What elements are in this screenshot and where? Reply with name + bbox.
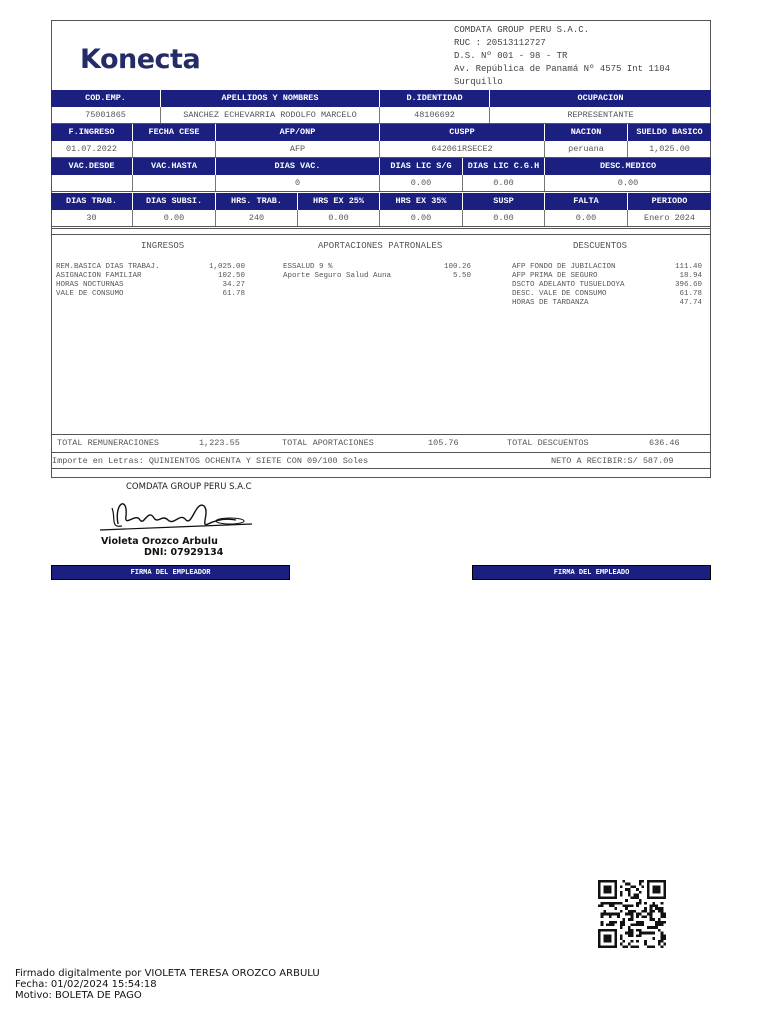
col-header: AFP/ONP	[216, 124, 380, 141]
company-info	[454, 24, 670, 89]
list-item: VALE DE CONSUMO 61.78	[56, 290, 245, 298]
unpaid-leave-days: 0.00	[380, 175, 463, 191]
total-aportaciones-value: 105.76	[428, 438, 459, 448]
col-header: NACION	[545, 124, 628, 141]
employee-id: 48106692	[380, 107, 490, 123]
list-item: AFP PRIMA DE SEGURO 18.94	[512, 272, 702, 280]
amount-in-words: Importe en Letras: QUINIENTOS OCHENTA Y SIETE CON 09/100 Soles	[52, 456, 369, 466]
konecta-logo: Konecta	[80, 44, 201, 75]
col-header: DESC.MEDICO	[599, 161, 657, 171]
total-descuentos-label: TOTAL DESCUENTOS	[507, 438, 589, 448]
list-item: DESC. VALE DE CONSUMO 61.78	[512, 290, 702, 298]
col-header: HRS EX 25%	[298, 193, 380, 210]
col-header: HRS EX 35%	[380, 193, 463, 210]
list-item: DSCTO ADELANTO TUSUELDOYA 396.60	[512, 281, 702, 289]
company-ds: D.S. Nº 001 - 98 - TR	[454, 51, 568, 61]
employee-signature-bar: FIRMA DEL EMPLEADO	[472, 565, 711, 580]
suspension: 0.00	[463, 210, 545, 226]
signature-company: COMDATA GROUP PERU S.A.C	[126, 482, 252, 492]
employee-name: SANCHEZ ECHEVARRIA RODOLFO MARCELO	[161, 107, 380, 123]
divider	[51, 452, 711, 453]
descuentos-list	[512, 263, 702, 308]
col-header: VAC.DESDE	[51, 158, 133, 175]
medical-rest: 0.00	[617, 178, 639, 188]
hours-worked: 240	[216, 210, 298, 226]
period: Enero 2024	[643, 213, 695, 223]
absences: 0.00	[545, 210, 628, 226]
col-header: FECHA CESE	[133, 124, 216, 141]
qr-code-icon	[597, 880, 667, 948]
col-header: CUSPP	[380, 124, 545, 141]
header-row-hours	[51, 193, 711, 210]
list-item: AFP FONDO DE JUBILACION 111.40	[512, 263, 702, 271]
col-header: VAC.HASTA	[133, 158, 216, 175]
col-header: DIAS SUBSI.	[133, 193, 216, 210]
value-row-employee	[51, 107, 711, 124]
days-worked: 30	[51, 210, 133, 226]
digital-signed-date: Fecha: 01/02/2024 15:54:18	[15, 979, 157, 990]
pension-system: AFP	[216, 141, 380, 157]
overtime-35: 0.00	[380, 210, 463, 226]
digital-signed-reason: Motivo: BOLETA DE PAGO	[15, 990, 142, 1001]
list-item: HORAS NOCTURNAS 34.27	[56, 281, 245, 289]
handwritten-signature-icon	[96, 494, 256, 538]
vacation-to	[133, 175, 216, 191]
company-address: Av. República de Panamá Nº 4575 Int 1104	[454, 64, 671, 74]
col-header: APELLIDOS Y NOMBRES	[161, 90, 380, 107]
subsidized-days: 0.00	[133, 210, 216, 226]
total-aportaciones-label: TOTAL APORTACIONES	[282, 438, 374, 448]
col-header: SUELDO BASICO	[636, 127, 703, 137]
value-row-leave	[51, 175, 711, 192]
company-name: COMDATA GROUP PERU S.A.C.	[454, 25, 590, 35]
list-item: REM.BASICA DIAS TRABAJ. 1,025.00	[56, 263, 245, 271]
net-pay: NETO A RECIBIR:S/ 587.09	[551, 456, 674, 466]
base-salary: 1,025.00	[649, 144, 690, 154]
company-district: Surquillo	[454, 77, 503, 87]
nationality: peruana	[545, 141, 628, 157]
termination-date	[133, 141, 216, 157]
aportaciones-title: APORTACIONES PATRONALES	[318, 241, 443, 251]
aportaciones-list	[283, 263, 471, 281]
col-header: DIAS VAC.	[216, 158, 380, 175]
col-header: DIAS TRAB.	[51, 193, 133, 210]
vacation-days: 0	[216, 175, 380, 191]
hire-date: 01.07.2022	[51, 141, 133, 157]
col-header: HRS. TRAB.	[216, 193, 298, 210]
total-remuneraciones-value: 1,223.55	[199, 438, 240, 448]
divider	[51, 468, 711, 469]
list-item: ASIGNACION FAMILIAR 102.50	[56, 272, 245, 280]
digital-signed-by: Firmado digitalmente por VIOLETA TERESA OROZCO ARBULU	[15, 968, 320, 979]
list-item: HORAS DE TARDANZA 47.74	[512, 299, 702, 307]
col-header: DIAS LIC C.G.H	[463, 158, 545, 175]
employee-code: 75001865	[51, 107, 161, 123]
header-row-employment	[51, 124, 711, 141]
ingresos-list	[56, 263, 245, 299]
digital-signature-note	[15, 968, 320, 1001]
col-header: FALTA	[545, 193, 628, 210]
divider	[51, 434, 711, 435]
value-row-hours	[51, 210, 711, 227]
list-item: ESSALUD 9 % 100.26	[283, 263, 471, 271]
overtime-25: 0.00	[298, 210, 380, 226]
col-header: DIAS LIC S/G	[380, 158, 463, 175]
vacation-from	[51, 175, 133, 191]
col-header: PERIODO	[651, 196, 688, 206]
total-remuneraciones-label: TOTAL REMUNERACIONES	[57, 438, 160, 448]
ingresos-title: INGRESOS	[141, 241, 185, 251]
employee-occupation: REPRESENTANTE	[567, 110, 634, 120]
col-header: OCUPACION	[577, 93, 624, 103]
descuentos-title: DESCUENTOS	[573, 241, 628, 251]
header-row-leave	[51, 158, 711, 175]
total-descuentos-value: 636.46	[649, 438, 680, 448]
list-item: Aporte Seguro Salud Auna 5.50	[283, 272, 471, 280]
col-header: F.INGRESO	[51, 124, 133, 141]
signer-name: Violeta Orozco Arbulu	[101, 536, 218, 547]
divider	[51, 228, 711, 229]
paid-leave-days: 0.00	[463, 175, 545, 191]
col-header: D.IDENTIDAD	[380, 90, 490, 107]
header-row-employee	[51, 90, 711, 107]
company-ruc: RUC : 20513112727	[454, 38, 546, 48]
col-header: SUSP	[463, 193, 545, 210]
col-header: COD.EMP.	[51, 90, 161, 107]
value-row-employment	[51, 141, 711, 158]
signer-dni: DNI: 07929134	[144, 547, 224, 558]
cuspp: 642061RSECE2	[380, 141, 545, 157]
divider	[51, 234, 711, 235]
employer-signature-bar: FIRMA DEL EMPLEADOR	[51, 565, 290, 580]
